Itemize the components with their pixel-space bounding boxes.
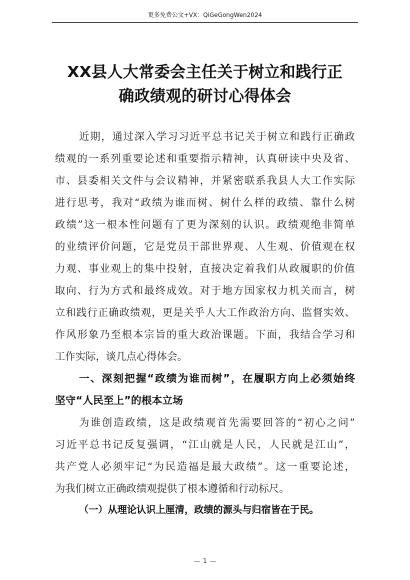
paragraph-line: 为谁创造政绩，这是政绩观首先需要回答的“初心之问” [79,418,355,429]
subsection-heading: （一）从理论认识上厘清，政绩的源头与归宿皆在于民。 [79,505,319,516]
paragraph-line: 为我们树立正确政绩观提供了根本遵循和行动标尺。 [55,484,290,495]
paragraph-line: 绩观的一系列重要论述和重要指示精神，认真研读中央及省、 [55,154,355,165]
paragraph-line: 取向、行为方式和最终成效。对于地方国家权力机关而言，树 [55,286,355,297]
section-heading-line-1: 一、深刻把握“政绩为谁而树”，在履职方向上必须始终 [79,373,355,385]
paragraph-line: 政绩”这一根本性问题有了更为深刻的认识。政绩观绝非简单 [55,220,355,231]
page-number: — 1 — [193,557,217,565]
paragraph-line: 的业绩评价问题，它是党员干部世界观、人生观、价值观在权 [55,242,355,253]
paragraph-line: 作风形象乃至根本宗旨的重大政治课题。下面，我结合学习和 [55,330,355,341]
header-divider [52,22,358,23]
paragraph-line: 进行思考，我对“政绩为谁而树、树什么样的政绩、靠什么树 [55,198,355,209]
paragraph-line: 共产党人必须牢记“为民造福是最大政绩”。这一重要论述， [55,462,355,473]
paragraph-line: 近期，通过深入学习习近平总书记关于树立和践行正确政 [79,132,355,143]
document-header: 更多免费公文+VX：QiGeGongWen2024 [147,12,263,19]
paragraph-line: 习近平总书记反复强调，“江山就是人民，人民就是江山”， [55,440,355,451]
paragraph-line: 立和践行正确政绩观，更是关乎人大工作政治方向、监督实效、 [55,308,355,319]
paragraph-line: 市、县委相关文件与会议精神，并紧密联系我县人大工作实际 [55,176,355,187]
document-title-line-1: XX县人大常委会主任关于树立和践行正 [67,63,343,81]
document-title-line-2: 确政绩观的研讨心得体会 [118,87,292,105]
paragraph-line: 工作实际，谈几点心得体会。 [55,352,188,363]
section-heading-line-2: 坚守“人民至上”的根本立场 [55,395,183,407]
paragraph-line: 力观、事业观上的集中投射，直接决定着我们从政履职的价值 [55,264,355,275]
